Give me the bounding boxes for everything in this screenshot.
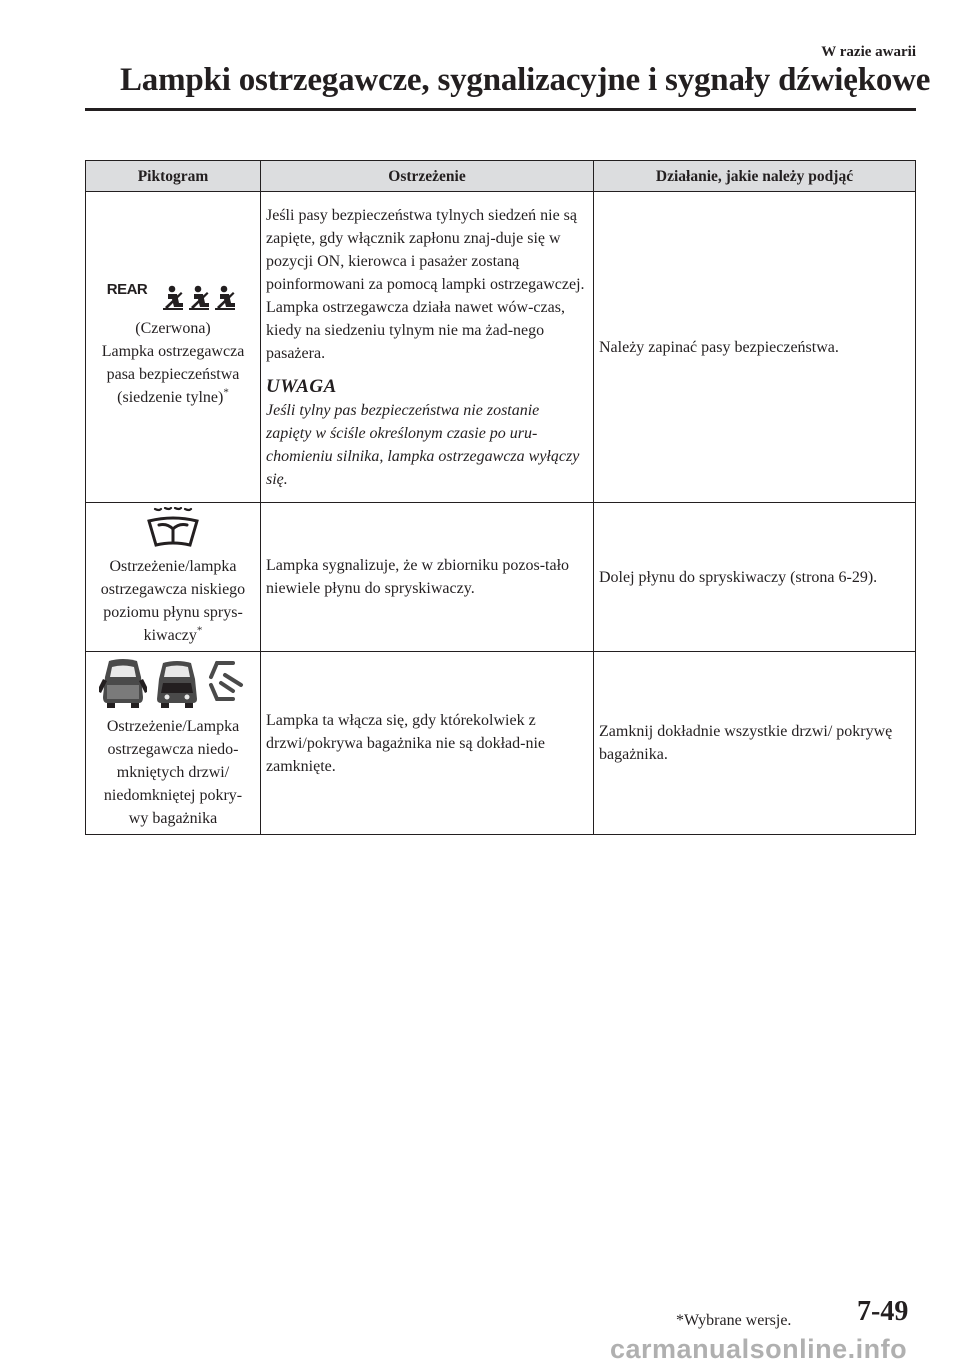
action-text: Dolej płynu do spryskiwaczy (strona 6-29). [599,568,878,586]
action-cell [594,503,916,652]
warning-text: Lampka ta włącza się, gdy którekolwiek z drzwi/pokrywa bagażnika nie są dokład-nie zamknięte. [266,711,546,775]
column-header-pictogram: Piktogram [86,161,261,192]
pictogram-label-line: ostrzegawcza niedo- [107,740,239,758]
pictogram-label-line: pasa bezpieczeństwa [106,366,240,383]
table-row [86,192,916,503]
section-label: W razie awarii [821,44,916,60]
action-cell [594,652,916,835]
warning-cell [261,503,594,652]
pictogram-label-line: poziomu płynu sprys- [103,604,243,621]
action-text: Zamknij dokładnie wszystkie drzwi/ pokrywę bagażnika. [599,723,893,763]
page-number: 7-49 [857,1296,909,1327]
table-header-row [86,161,916,192]
door-ajar-icon [207,657,247,709]
warning-lights-table [85,160,916,835]
pictogram-cell [86,652,261,835]
pictogram-label-line: mkniętych drzwi/ [116,763,230,781]
column-header-action: Działanie, jakie należy podjąć [594,161,916,192]
pictogram-cell [86,503,261,652]
table-row [86,503,916,652]
optional-marker: * [223,386,229,399]
pictogram-label-line: (siedzenie tylne) [117,389,224,406]
pictogram-label-line: niedomkniętej pokry- [103,786,243,804]
column-header-warning: Ostrzeżenie [261,161,594,192]
warning-text: Lampka sygnalizuje, że w zbiorniku pozos-tało niewiele płynu do spryskiwaczy. [266,557,570,597]
washer-fluid-icon [143,507,203,549]
footnote: *Wybrane wersje. [676,1312,792,1329]
pictogram-label-line: ostrzegawcza niskiego [100,581,246,598]
pictogram-label-line: wy bagażnika [128,809,218,827]
watermark: carmanualsonline.info [610,1334,908,1364]
pictogram-label-line: kiwaczy [143,627,197,644]
table-row [86,652,916,835]
optional-marker: * [196,624,203,637]
warning-text-2: Lampka ostrzegawcza działa nawet wów-czas, kiedy na siedzeniu tylnym nie ma żad-nego pasażera. [266,298,565,362]
car-door-open-icon [99,657,147,709]
pictogram-cell [86,192,261,503]
note-text: Jeśli tylny pas bezpieczeństwa nie zostanie zapięty w ściśle określonym czasie po uru-chomieniu silnika, lampka ostrzegawcza wyłączy się. [266,401,580,488]
warning-cell [261,192,594,503]
title-divider [85,108,916,111]
pictogram-label-line: (Czerwona) [135,320,211,337]
car-trunk-open-icon [155,657,199,709]
action-cell [594,192,916,503]
action-text: Należy zapinać pasy bezpieczeństwa. [599,338,839,356]
note-heading: UWAGA [266,375,337,397]
rear-seatbelt-icon [159,285,239,311]
pictogram-label-line: Lampka ostrzegawcza [101,343,245,360]
rear-label: REAR [106,281,148,298]
warning-cell [261,652,594,835]
pictogram-label-line: Ostrzeżenie/lampka [109,558,237,575]
page-title: Lampki ostrzegawcze, sygnalizacyjne i sygnały dźwiękowe [120,62,931,98]
warning-text: Jeśli pasy bezpieczeństwa tylnych siedzeń nie są zapięte, gdy włącznik zapłonu znaj-duje się w pozycji ON, kierowca i pasażer zostaną poinformowani za pomocą lampki ostrzegawczej. [266,206,585,293]
pictogram-label-line: Ostrzeżenie/Lampka [106,717,240,735]
